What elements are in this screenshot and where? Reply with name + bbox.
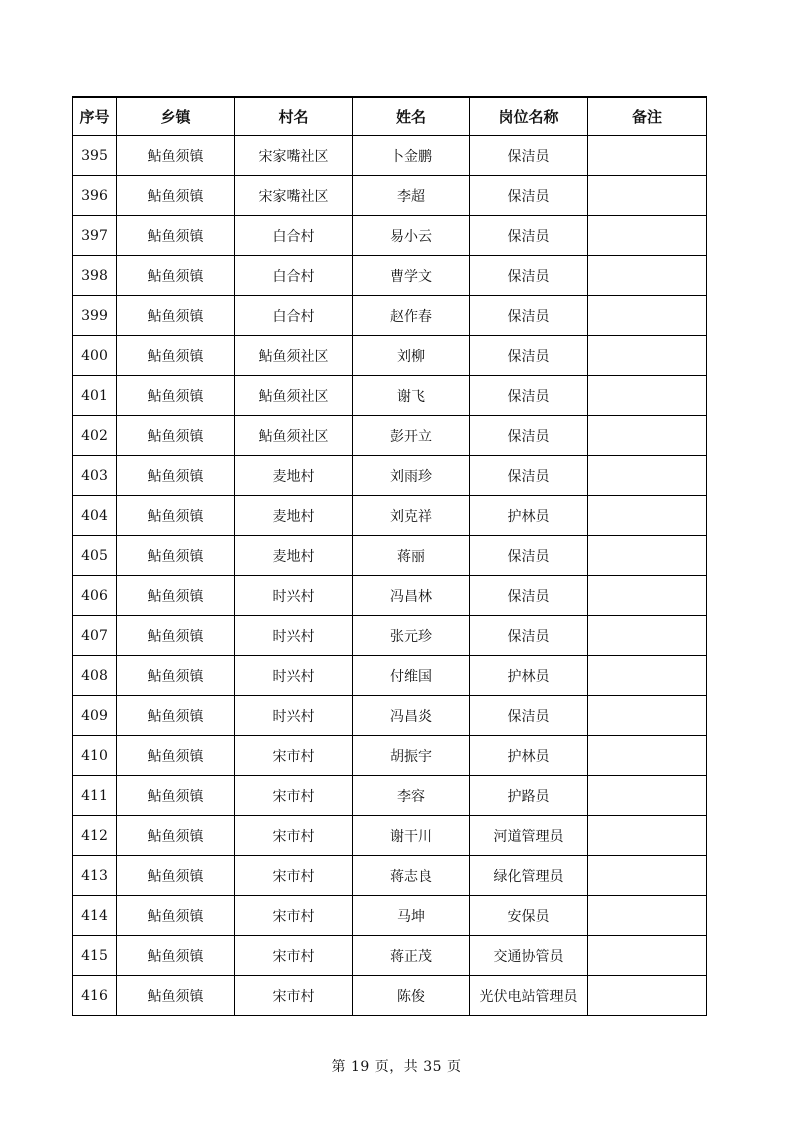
cell-remarks	[588, 136, 707, 176]
table-row	[73, 296, 707, 336]
cell-township: 鲇鱼须镇	[117, 736, 235, 776]
cell-name: 胡振宇	[353, 736, 470, 776]
table-row	[73, 416, 707, 456]
cell-remarks	[588, 416, 707, 456]
table-row	[73, 856, 707, 896]
header-township: 乡镇	[117, 97, 235, 136]
cell-village: 时兴村	[235, 656, 353, 696]
cell-remarks	[588, 216, 707, 256]
cell-remarks	[588, 376, 707, 416]
cell-name: 易小云	[353, 216, 470, 256]
cell-village: 白合村	[235, 296, 353, 336]
cell-township: 鲇鱼须镇	[117, 656, 235, 696]
cell-name: 张元珍	[353, 616, 470, 656]
table-row	[73, 256, 707, 296]
cell-remarks	[588, 336, 707, 376]
cell-remarks	[588, 536, 707, 576]
cell-serial-number: 413	[73, 856, 117, 896]
cell-township: 鲇鱼须镇	[117, 416, 235, 456]
table-row	[73, 136, 707, 176]
table-row	[73, 976, 707, 1016]
cell-name: 卜金鹏	[353, 136, 470, 176]
cell-serial-number: 395	[73, 136, 117, 176]
cell-township: 鲇鱼须镇	[117, 456, 235, 496]
cell-village: 宋市村	[235, 976, 353, 1016]
cell-name: 冯昌林	[353, 576, 470, 616]
cell-serial-number: 416	[73, 976, 117, 1016]
cell-township: 鲇鱼须镇	[117, 976, 235, 1016]
cell-name: 冯昌炎	[353, 696, 470, 736]
cell-village: 鲇鱼须社区	[235, 376, 353, 416]
cell-name: 蒋正茂	[353, 936, 470, 976]
cell-name: 陈俊	[353, 976, 470, 1016]
cell-name: 蒋志良	[353, 856, 470, 896]
cell-serial-number: 399	[73, 296, 117, 336]
cell-township: 鲇鱼须镇	[117, 256, 235, 296]
header-serial-number: 序号	[73, 97, 117, 136]
table-row	[73, 456, 707, 496]
cell-serial-number: 400	[73, 336, 117, 376]
cell-remarks	[588, 816, 707, 856]
table-header-row	[73, 97, 707, 136]
cell-village: 麦地村	[235, 496, 353, 536]
cell-post-title: 护林员	[470, 496, 588, 536]
cell-township: 鲇鱼须镇	[117, 896, 235, 936]
cell-post-title: 护林员	[470, 736, 588, 776]
table-row	[73, 656, 707, 696]
cell-post-title: 保洁员	[470, 576, 588, 616]
cell-remarks	[588, 296, 707, 336]
cell-village: 宋市村	[235, 936, 353, 976]
cell-serial-number: 403	[73, 456, 117, 496]
table-row	[73, 816, 707, 856]
cell-village: 麦地村	[235, 536, 353, 576]
table-row	[73, 696, 707, 736]
cell-name: 刘雨珍	[353, 456, 470, 496]
cell-post-title: 保洁员	[470, 256, 588, 296]
cell-remarks	[588, 456, 707, 496]
header-post-title: 岗位名称	[470, 97, 588, 136]
cell-post-title: 护林员	[470, 656, 588, 696]
cell-name: 蒋丽	[353, 536, 470, 576]
cell-remarks	[588, 896, 707, 936]
cell-township: 鲇鱼须镇	[117, 336, 235, 376]
table-row	[73, 376, 707, 416]
cell-township: 鲇鱼须镇	[117, 616, 235, 656]
cell-remarks	[588, 736, 707, 776]
cell-township: 鲇鱼须镇	[117, 216, 235, 256]
cell-name: 李容	[353, 776, 470, 816]
table-row	[73, 576, 707, 616]
cell-village: 鲇鱼须社区	[235, 336, 353, 376]
cell-post-title: 保洁员	[470, 616, 588, 656]
cell-remarks	[588, 696, 707, 736]
cell-name: 彭开立	[353, 416, 470, 456]
cell-name: 曹学文	[353, 256, 470, 296]
cell-name: 赵作春	[353, 296, 470, 336]
cell-village: 宋家嘴社区	[235, 176, 353, 216]
table-row	[73, 896, 707, 936]
cell-serial-number: 411	[73, 776, 117, 816]
table-row	[73, 336, 707, 376]
table-row	[73, 936, 707, 976]
cell-remarks	[588, 576, 707, 616]
table-body	[73, 136, 707, 1016]
cell-township: 鲇鱼须镇	[117, 496, 235, 536]
table-row	[73, 176, 707, 216]
cell-serial-number: 406	[73, 576, 117, 616]
cell-post-title: 保洁员	[470, 696, 588, 736]
cell-township: 鲇鱼须镇	[117, 536, 235, 576]
cell-township: 鲇鱼须镇	[117, 936, 235, 976]
table-row	[73, 616, 707, 656]
cell-village: 宋市村	[235, 776, 353, 816]
cell-serial-number: 414	[73, 896, 117, 936]
cell-township: 鲇鱼须镇	[117, 176, 235, 216]
header-village: 村名	[235, 97, 353, 136]
cell-post-title: 绿化管理员	[470, 856, 588, 896]
cell-post-title: 保洁员	[470, 176, 588, 216]
cell-post-title: 保洁员	[470, 456, 588, 496]
cell-name: 马坤	[353, 896, 470, 936]
cell-remarks	[588, 856, 707, 896]
cell-post-title: 保洁员	[470, 336, 588, 376]
cell-post-title: 保洁员	[470, 416, 588, 456]
cell-post-title: 保洁员	[470, 136, 588, 176]
cell-post-title: 保洁员	[470, 216, 588, 256]
cell-township: 鲇鱼须镇	[117, 576, 235, 616]
cell-township: 鲇鱼须镇	[117, 816, 235, 856]
cell-serial-number: 410	[73, 736, 117, 776]
cell-township: 鲇鱼须镇	[117, 776, 235, 816]
cell-village: 时兴村	[235, 576, 353, 616]
cell-remarks	[588, 496, 707, 536]
cell-post-title: 光伏电站管理员	[470, 976, 588, 1016]
cell-post-title: 保洁员	[470, 296, 588, 336]
cell-serial-number: 398	[73, 256, 117, 296]
cell-remarks	[588, 176, 707, 216]
cell-township: 鲇鱼须镇	[117, 376, 235, 416]
cell-post-title: 安保员	[470, 896, 588, 936]
cell-serial-number: 407	[73, 616, 117, 656]
cell-serial-number: 409	[73, 696, 117, 736]
cell-township: 鲇鱼须镇	[117, 696, 235, 736]
cell-village: 鲇鱼须社区	[235, 416, 353, 456]
cell-serial-number: 408	[73, 656, 117, 696]
cell-remarks	[588, 656, 707, 696]
table-row	[73, 776, 707, 816]
table-row	[73, 216, 707, 256]
cell-remarks	[588, 976, 707, 1016]
cell-serial-number: 415	[73, 936, 117, 976]
page-footer: 第 19 页，共 35 页	[331, 1059, 462, 1075]
cell-village: 宋市村	[235, 736, 353, 776]
cell-serial-number: 412	[73, 816, 117, 856]
cell-serial-number: 396	[73, 176, 117, 216]
cell-township: 鲇鱼须镇	[117, 136, 235, 176]
cell-remarks	[588, 776, 707, 816]
cell-post-title: 交通协管员	[470, 936, 588, 976]
cell-village: 麦地村	[235, 456, 353, 496]
cell-village: 白合村	[235, 256, 353, 296]
cell-village: 宋家嘴社区	[235, 136, 353, 176]
roster-table	[72, 96, 707, 1016]
cell-post-title: 护路员	[470, 776, 588, 816]
cell-village: 时兴村	[235, 696, 353, 736]
cell-township: 鲇鱼须镇	[117, 296, 235, 336]
cell-village: 宋市村	[235, 856, 353, 896]
cell-serial-number: 397	[73, 216, 117, 256]
cell-remarks	[588, 256, 707, 296]
cell-village: 宋市村	[235, 896, 353, 936]
table-row	[73, 736, 707, 776]
cell-name: 刘柳	[353, 336, 470, 376]
cell-serial-number: 405	[73, 536, 117, 576]
cell-village: 时兴村	[235, 616, 353, 656]
cell-name: 李超	[353, 176, 470, 216]
cell-serial-number: 402	[73, 416, 117, 456]
cell-serial-number: 404	[73, 496, 117, 536]
table-row	[73, 496, 707, 536]
cell-name: 谢干川	[353, 816, 470, 856]
cell-name: 刘克祥	[353, 496, 470, 536]
cell-post-title: 保洁员	[470, 536, 588, 576]
cell-post-title: 河道管理员	[470, 816, 588, 856]
cell-post-title: 保洁员	[470, 376, 588, 416]
cell-name: 谢飞	[353, 376, 470, 416]
cell-remarks	[588, 936, 707, 976]
cell-name: 付维国	[353, 656, 470, 696]
cell-serial-number: 401	[73, 376, 117, 416]
cell-village: 宋市村	[235, 816, 353, 856]
header-name: 姓名	[353, 97, 470, 136]
cell-remarks	[588, 616, 707, 656]
header-remarks: 备注	[588, 97, 707, 136]
table-row	[73, 536, 707, 576]
cell-village: 白合村	[235, 216, 353, 256]
cell-township: 鲇鱼须镇	[117, 856, 235, 896]
